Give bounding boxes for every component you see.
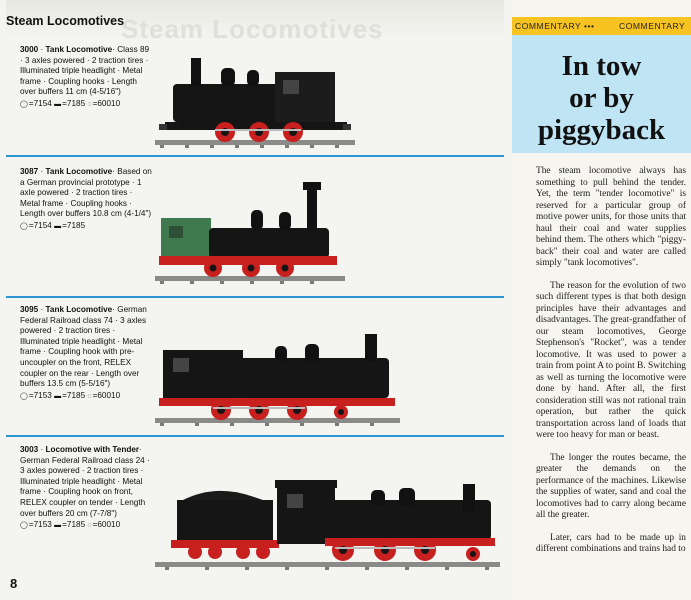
product-description-3000: 3000 · Tank Locomotive· Class 89 · 3 axles powered · 2 traction tires · Illuminated triple headlight · Metal frame · Coupling hooks · Length over buffers 11 cm (4-5/16") ◯=7154 ▬=7185 ◌=60010: [20, 45, 153, 111]
bulb-icon: ◌: [87, 392, 92, 400]
page-number: 8: [10, 576, 18, 591]
bulb-icon: ◌: [87, 522, 92, 530]
product-codes: ◯=7153 ▬=7185 ◌=60010: [20, 390, 121, 400]
product-codes: ◯=7153 ▬=7185 ◌=60010: [20, 520, 121, 530]
track-icon: ◯: [20, 392, 28, 400]
tank-locomotive-3087-image: [155, 180, 500, 288]
car-icon: ▬: [54, 522, 62, 530]
commentary-paragraph: Later, cars had to be made up in different combinations and trains had to: [536, 532, 686, 554]
section-watermark: Steam Locomotives: [121, 14, 384, 44]
divider: [6, 155, 504, 157]
section-header: [6, 0, 504, 44]
car-icon: ▬: [54, 100, 62, 108]
product-description-3003: 3003 · Locomotive with Tender· German Federal Railroad class 24 · 3 axles powered · 2 traction tires · Illuminated triple headlight · Metal frame · Coupling hook on front, RELEX coupler on tender · Length over buffers 20 cm (7-7/8") ◯=7153 ▬=7185 ◌=60010: [20, 445, 153, 532]
product-codes: ◯=7154 ▬=7185 ◌=60010: [20, 98, 121, 108]
bulb-icon: ◌: [87, 100, 92, 108]
track-icon: ◯: [20, 222, 28, 230]
locomotive-with-tender-3003-image: [155, 470, 500, 575]
tank-locomotive-3000-image: [155, 44, 500, 152]
commentary-body: [536, 166, 686, 567]
divider: [6, 435, 504, 437]
commentary-paragraph: The reason for the evolution of two such different types is that both design principles have their advantages and disadvantages. The great-grandfather of our steam locomotives, George Stephenson's "Rocket", was a tender locomotive. It was used to power a train from point A to point B. Switching as well as turning the locomotive were done by hand. After all, the first consideration still was not rational train operation, but rather the quick transportation across land of loads that were too heavy for man or beast.: [536, 280, 686, 440]
banner-label-right: COMMENTARY: [619, 21, 686, 31]
product-description-3095: 3095 · Tank Locomotive· German Federal Railroad class 74 · 3 axles powered · 2 traction tires · Illuminated triple headlight · Metal frame · Coupling hook with pre-uncoupler on the front, RELEX coupler on the rear · Length over buffers 13.5 cm (5-5/16") ◯=7153 ▬=7185 ◌=60010: [20, 305, 153, 402]
divider: [6, 296, 504, 298]
track-icon: ◯: [20, 100, 28, 108]
product-codes: ◯=7154 ▬=7185: [20, 220, 86, 230]
banner-label-left: COMMENTARY •••: [515, 21, 595, 31]
commentary-column: [512, 0, 691, 600]
commentary-paragraph: The steam locomotive always has something to pull behind the tender. Yet, the term "tender locomotive" is reserved for a particular group of motive power units, for those units that haul their coal and water supplies behind them. The others which "piggy-back" their coal and water are called simply "tank locomotives".: [536, 166, 686, 268]
car-icon: ▬: [54, 222, 62, 230]
car-icon: ▬: [54, 392, 62, 400]
track-icon: ◯: [20, 522, 28, 530]
section-title: Steam Locomotives: [6, 14, 125, 28]
commentary-paragraph: The longer the routes became, the greater the demands on the performance of the machines. Likewise the supplies of water, sand and coal the locomotives had to carry along became all the greater.: [536, 452, 686, 520]
product-description-3087: 3087 · Tank Locomotive· Based on a German provincial prototype · 1 axle powered · 2 traction tires · Metal frame · Coupling hooks · Length over buffers 10.8 cm (4-1/4") ◯=7154 ▬=7185: [20, 167, 153, 233]
commentary-banner: [512, 17, 691, 35]
commentary-headline: In tow or by piggyback: [537, 50, 666, 146]
tank-locomotive-3095-image: [155, 318, 500, 430]
